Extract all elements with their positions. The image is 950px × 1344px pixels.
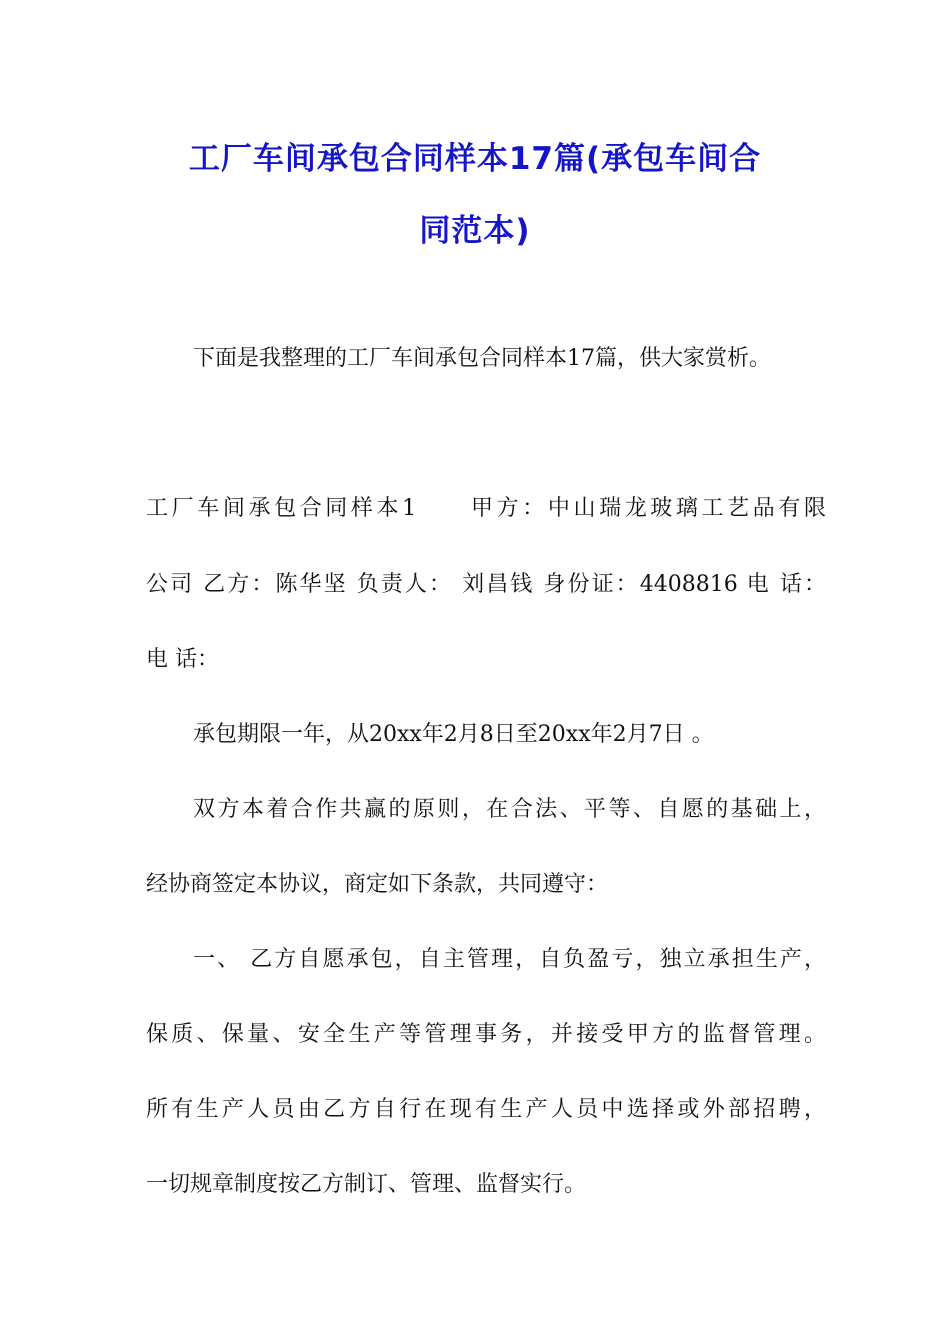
parties-line: 公司 乙方：陈华坚 负责人： 刘昌钱 身份证：4408816 电 话： bbox=[146, 572, 826, 597]
principle-paragraph-line-2: 经协商签定本协议，商定如下条款，共同遵守： bbox=[146, 872, 609, 897]
term-paragraph: 承包期限一年，从20xx年2月8日至20xx年2月7日 。 bbox=[193, 722, 714, 747]
document-title-line-2: 同范本) bbox=[419, 213, 531, 249]
document-title-line-1: 工厂车间承包合同样本17篇(承包车间合 bbox=[188, 141, 762, 177]
clause-1-line-3: 所有生产人员由乙方自行在现有生产人员中选择或外部招聘， bbox=[146, 1097, 826, 1122]
clause-1-line-1: 一、 乙方自愿承包，自主管理，自负盈亏，独立承担生产， bbox=[193, 947, 826, 972]
clause-1-line-2: 保质、保量、安全生产等管理事务，并接受甲方的监督管理。 bbox=[146, 1022, 826, 1047]
principle-paragraph-line-1: 双方本着合作共赢的原则，在合法、平等、自愿的基础上， bbox=[193, 797, 826, 822]
contract-1-heading-line: 工厂车间承包合同样本1 甲方：中山瑞龙玻璃工艺品有限 bbox=[146, 496, 826, 521]
intro-paragraph: 下面是我整理的工厂车间承包合同样本17篇，供大家赏析。 bbox=[193, 346, 771, 371]
clause-1-line-4: 一切规章制度按乙方制订、管理、监督实行。 bbox=[146, 1172, 587, 1197]
phone-line: 电 话： bbox=[146, 647, 219, 672]
